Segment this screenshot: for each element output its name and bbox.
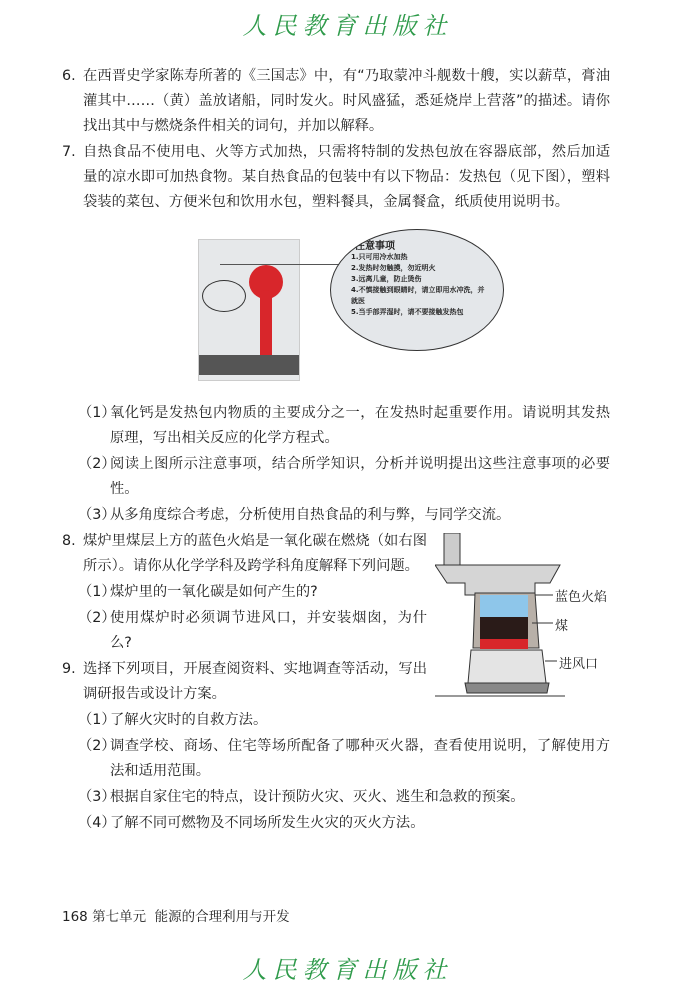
subquestion-text: 从多角度综合考虑，分析使用自热食品的利与弊，与同学交流。 [110,507,511,523]
subquestion-text: 根据自家住宅的特点，设计预防火灾、灭火、逃生和急救的预案。 [110,789,525,805]
warning-line: 5.当手部弄湿时，请不要接触发热包 [351,308,464,316]
question-text: 选择下列项目，开展查阅资料、实地调查等活动，写出调研报告或设计方案。 [83,661,427,702]
main-content [62,64,610,837]
warning-line: 1.只可用冷水加热 [351,253,408,261]
subquestion-text: 了解不同可燃物及不同场所发生火灾的灭火方法。 [110,815,425,831]
subquestion [78,811,610,836]
question-number: 7. [62,144,76,160]
subquestion-label: （2） [78,610,116,626]
subquestion [78,503,610,528]
coal-stove-figure-wrap [427,529,610,699]
label-coal: 煤 [555,619,569,634]
heating-pack-figure [190,229,510,389]
subquestion-text: 阅读上图所示注意事项，结合所学知识，分析并说明提出这些注意事项的必要性。 [110,456,610,497]
subquestion-label: （1） [78,405,116,421]
question-number: 9. [62,661,76,677]
subquestion-label: （3） [78,789,116,805]
subquestion-label: （4） [78,815,116,831]
question-text: 自热食品不使用电、火等方式加热，只需将特制的发热包放在容器底部，然后加适量的凉水即可加热食物。某自热食品的包装中有以下物品：发热包（见下图），塑料袋装的菜包、方便米包和饮用水包，塑料餐具，金属餐盒，纸质使用说明书。 [83,144,610,210]
subquestion-label: （1） [78,712,116,728]
warning-line: 4.不慎接触到眼睛时，请立即用水冲洗，并就医 [351,286,485,305]
subquestion [78,734,610,784]
warning-line: 2.发热时勿触摸，勿近明火 [351,264,436,272]
question-number: 8. [62,533,76,549]
subquestion-text: 使用煤炉时必须调节进风口，并安装烟囱，为什么? [110,610,427,651]
page-number: 168 [62,909,88,925]
subquestion [78,452,610,502]
subquestion-label: （2） [78,738,116,754]
publisher-logo: 人民教育出版社 [242,12,453,40]
subquestion-label: （2） [78,456,116,472]
subquestion [78,708,610,733]
unit-title: 能源的合理利用与开发 [154,909,290,925]
subquestion [78,785,610,810]
coal-stove-figure [435,533,565,698]
warning-line: 3.远离儿童，防止烫伤 [351,275,422,283]
heating-pack-photo [198,239,300,381]
subquestion-text: 了解火灾时的自救方法。 [110,712,268,728]
subquestion-label: （3） [78,507,116,523]
question-7 [62,140,610,215]
subquestion [78,401,610,451]
question-9 [62,657,427,707]
question-8-section [62,529,610,708]
subquestion [78,580,427,605]
subquestion-text: 氧化钙是发热包内物质的主要成分之一，在发热时起重要作用。请说明其发热原理，写出相关反应的化学方程式。 [110,405,610,446]
question-text: 在西晋史学家陈寿所著的《三国志》中，有“乃取蒙冲斗舰数十艘，实以薪草，膏油灌其中……（黄）盖放诸船，同时发火。时风盛猛，悉延烧岸上营落”的描述。请你找出其中与燃烧条件相关的词句，并加以解释。 [83,68,610,134]
subquestion [78,606,427,656]
question-6 [62,64,610,139]
label-blue-flame: 蓝色火焰 [555,590,608,605]
subquestion-text: 调查学校、商场、住宅等场所配备了哪种灭火器，查看使用说明，了解使用方法和适用范围。 [110,738,610,779]
question-number: 6. [62,68,76,84]
label-air-inlet: 进风口 [559,657,599,672]
page-footer [62,905,290,925]
question-text: 煤炉里煤层上方的蓝色火焰是一氧化碳在燃烧（如右图所示）。请你从化学学科及跨学科角度解释下列问题。 [83,533,427,574]
warning-callout [330,229,504,351]
subquestion-label: （1） [78,584,116,600]
question-8 [62,529,427,579]
subquestion-text: 煤炉里的一氧化碳是如何产生的? [110,584,318,600]
unit-label: 第七单元 [92,909,147,925]
publisher-logo-bottom: 人民教育出版社 [242,956,453,983]
warning-title: 注意事项 [355,241,395,252]
